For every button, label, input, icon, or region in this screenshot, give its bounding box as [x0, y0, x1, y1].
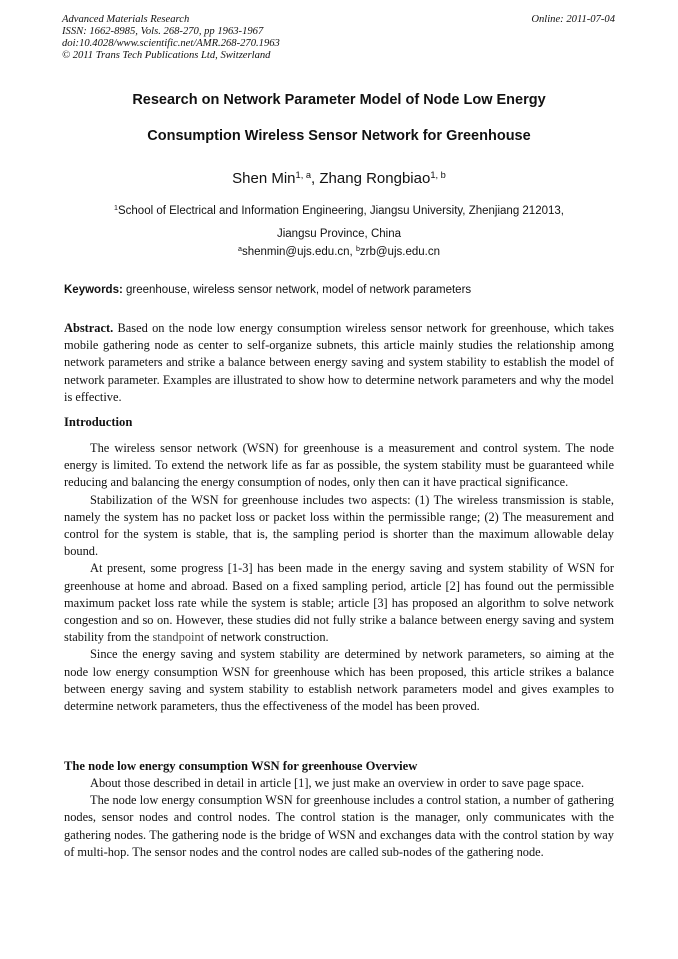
intro-paragraph-2: Stabilization of the WSN for greenhouse includes two aspects: (1) The wireless transmission is stable, namely the system has no packet loss or packet loss within the permissible range; (2) The measurement and control for the system is stable, that is, the sampling period is shorter than the maximum allowable delay bound.: [64, 492, 614, 559]
journal-name: Advanced Materials Research: [62, 14, 190, 25]
keywords: [64, 284, 471, 296]
standpoint-word: standpoint: [152, 630, 205, 645]
paper-title-line-2: Consumption Wireless Sensor Network for Greenhouse: [147, 128, 531, 144]
author-list: [0, 170, 678, 187]
email-line: [0, 246, 678, 258]
abstract-label: Abstract.: [64, 321, 114, 335]
overview-paragraph-2: The node low energy consumption WSN for greenhouse includes a control station, a number of gathering nodes, sensor nodes and control nodes. The control station is the manager, only communicates with the gathering nodes. The gathering node is the bridge of WSN and exchanges data with the control station by way of multi-hop. The sensor nodes and the control nodes are called sub-nodes of the gathering node.: [64, 793, 614, 859]
journal-header: [62, 14, 615, 62]
introduction-body: [64, 440, 614, 715]
intro-paragraph-3: [64, 560, 614, 646]
overview-heading: The node low energy consumption WSN for greenhouse Overview: [64, 759, 418, 773]
author-2-name: Zhang Rongbiao: [319, 170, 431, 187]
intro-paragraph-4: Since the energy saving and system stability are determined by network parameters, so aiming at the node low energy consumption WSN for greenhouse which has been proposed, this article strikes a balance between energy saving and system stability to establish network parameters model and gives examples to determine network parameters, thus the effectiveness of the model has been proved.: [64, 647, 614, 714]
affiliation-text-1: School of Electrical and Information Engineering, Jiangsu University, Zhenjiang 212013,: [117, 205, 564, 217]
keywords-label: Keywords:: [64, 284, 123, 296]
email-b[interactable]: zrb@ujs.edu.cn: [359, 246, 440, 258]
paper-title-line-1: Research on Network Parameter Model of Node Low Energy: [132, 92, 546, 108]
email-a-mark: a: [238, 245, 242, 254]
author-1-name: Shen Min: [232, 170, 296, 187]
overview-paragraph-1: About those described in detail in article [1], we just make an overview in order to save page space.: [90, 776, 585, 790]
keywords-text: greenhouse, wireless sensor network, model of network parameters: [122, 284, 472, 296]
doi-line: doi:10.4028/www.scientific.net/AMR.268-270.1963: [62, 38, 280, 49]
abstract: [64, 320, 614, 406]
journal-info: [62, 14, 280, 62]
affiliation-mark: 1: [114, 204, 118, 213]
email-a[interactable]: shenmin@ujs.edu.cn: [241, 246, 350, 258]
author-1-affiliation-mark: 1, a: [295, 169, 312, 180]
intro-p3-text-b: of network construction.: [204, 630, 329, 645]
affiliation-line-2: Jiangsu Province, China: [276, 228, 401, 240]
online-date: Online: 2011-07-04: [531, 14, 615, 25]
author-separator: ,: [311, 170, 320, 187]
email-separator: ,: [349, 246, 356, 258]
copyright-line: © 2011 Trans Tech Publications Ltd, Switzerland: [62, 50, 271, 61]
overview-body: [64, 775, 614, 861]
email-b-mark: b: [355, 245, 360, 254]
issn-line: ISSN: 1662-8985, Vols. 268-270, pp 1963-1967: [62, 26, 264, 37]
author-2-affiliation-mark: 1, b: [430, 169, 446, 180]
introduction-heading: Introduction: [64, 415, 133, 429]
intro-paragraph-1: The wireless sensor network (WSN) for greenhouse is a measurement and control system. The node energy is limited. To extend the network life as far as possible, the system stability must be guaranteed while reducing and balancing the energy consumption of nodes, only then can it have practical significance.: [64, 441, 614, 490]
affiliation-line-1: [0, 205, 678, 217]
abstract-text: Based on the node low energy consumption wireless sensor network for greenhouse, which takes mobile gathering node as center to self-organize subnets, this article mainly studies the relationship among network parameters and strike a balance between energy saving and system stability to establish the model of network parameter. Examples are illustrated to show how to determine network parameters and why the model is effective.: [64, 321, 614, 404]
intro-p3-text-a: At present, some progress [1-3] has been made in the energy saving and system stability of WSN for greenhouse at home and abroad. Based on a fixed sampling period, article [2] has found out the permissible maximum packet loss rate while the system is stable; article [3] has proposed an algorithm to solve network congestion and so on. However, these studies did not fully strike a balance between energy saving and system stability from the: [64, 561, 614, 645]
